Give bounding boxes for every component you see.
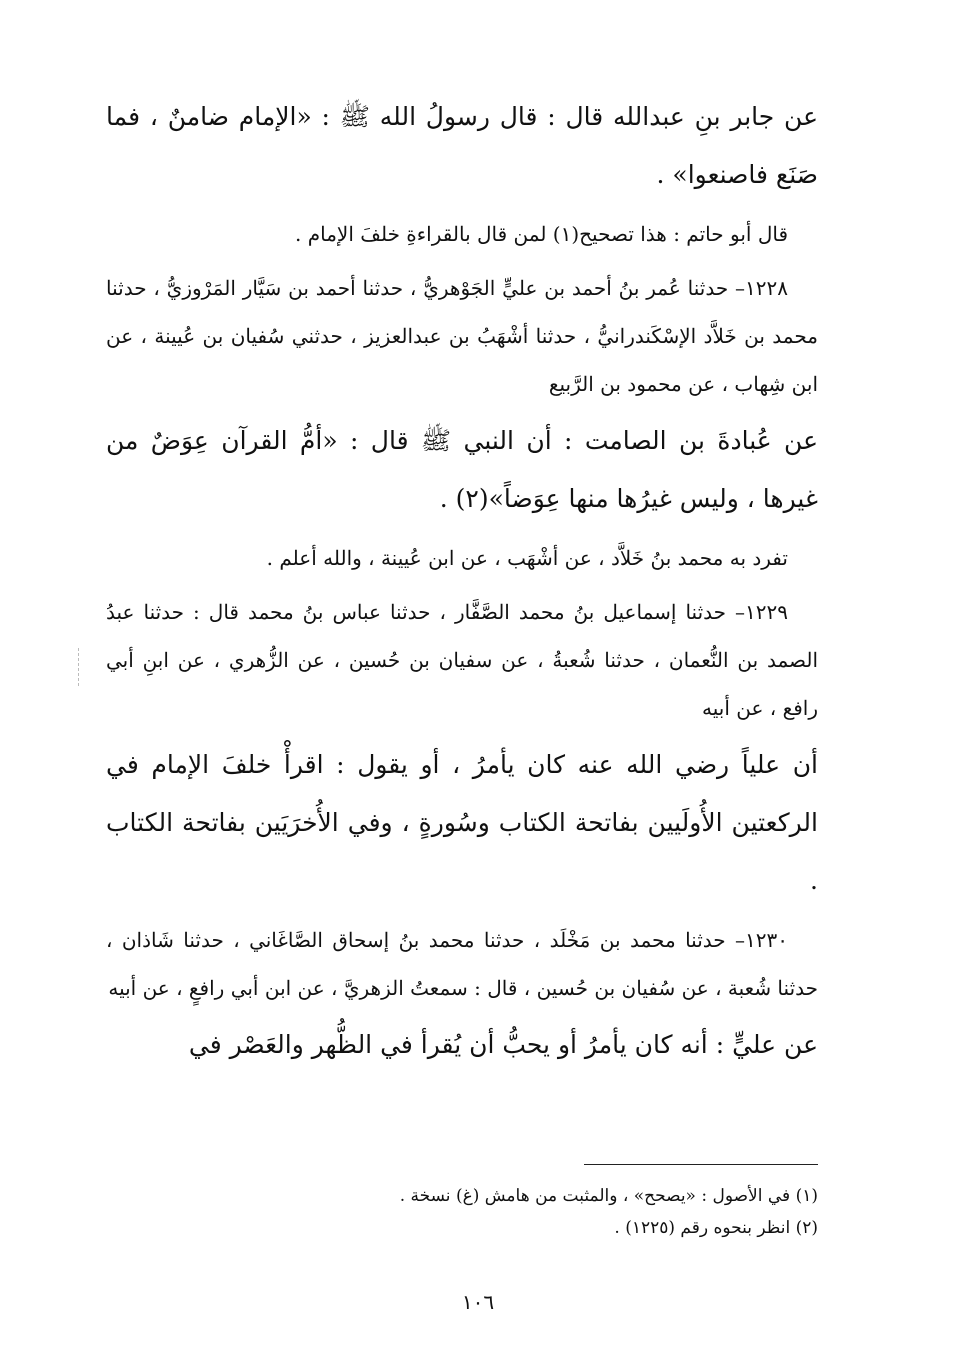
footnotes xyxy=(106,1180,818,1244)
main-text xyxy=(106,84,818,1076)
hadith-text-jabir: عن جابر بنِ عبدالله قال : قال رسولُ الله ﷺ : «الإمام ضامنٌ ، فما صَنَع فاصنعوا» . xyxy=(106,102,818,189)
athar-text-ali-1: أن علياً رضي الله عنه كان يأمرُ ، أو يقول : اقرأْ خلفَ الإمام في الركعتين الأُولَيين بفاتحة الكتاب وسُورةٍ ، وفي الأُخرَيَين بفاتحة الكتاب . xyxy=(106,750,818,895)
commentary-abu-hatim: قال أبو حاتم : هذا تصحيح(١) لمن قال بالقراءةِ خلفَ الإمام . xyxy=(295,222,788,246)
footnote-1: (١) في الأصول : «يصحح» ، والمثبت من هامش (غ) نسخة . xyxy=(399,1186,818,1206)
page-number: ١٠٦ xyxy=(461,1290,495,1314)
margin-mark xyxy=(78,648,80,686)
footnote-divider xyxy=(584,1164,818,1165)
isnad-1228: ١٢٢٨– حدثنا عُمر بنُ أحمد بن عليٍّ الجَوْهريُّ ، حدثنا أحمد بن سَيَّار المَرْوزيُّ ، حدثنا محمد بن خَلاَّد الإسْكَندرانيُّ ، حدثنا أشْهَبُ بن عبدالعزيز ، حدثني سُفيان بن عُيينة ، عن ابن شِهاب ، عن محمود بن الرَّبيع xyxy=(106,276,818,396)
isnad-1230: ١٢٣٠– حدثنا محمد بن مَخْلَد ، حدثنا محمد بنُ إسحاق الصَّاغَاني ، حدثنا شَاذان ، حدثنا شُعبة ، عن سُفيان بن حُسين ، قال : سمعتُ الزهريَّ ، عن ابن أبي رافعٍ ، عن أبيه xyxy=(106,928,818,1000)
athar-text-ali-2: عن عليٍّ : أنه كان يأمرُ أو يحبُّ أن يُقرأ في الظُّهر والعَصْر في xyxy=(188,1030,818,1059)
isnad-1229: ١٢٢٩– حدثنا إسماعيل بنُ محمد الصَّفَّار ، حدثنا عباس بنُ محمد قال : حدثنا عبدُ الصمد بن النُّعمان ، حدثنا شُعبةُ ، عن سفيان بن حُسين ، عن الزُّهري ، عن ابنِ أبي رافع ، عن أبيه xyxy=(106,600,819,720)
hadith-text-ubada: عن عُبادةَ بن الصامت : أن النبي ﷺ قال : «أمُّ القرآن عِوَضٌ من غيرها ، وليس غيرُها منها عِوَضاً»(٢) . xyxy=(106,426,818,513)
footnote-2: (٢) انظر بنحوه رقم (١٢٢٥) . xyxy=(614,1218,818,1238)
commentary-tafarrud: تفرد به محمد بنُ خَلاَّد ، عن أشْهَب ، عن ابن عُيينة ، والله أعلم . xyxy=(266,546,788,570)
